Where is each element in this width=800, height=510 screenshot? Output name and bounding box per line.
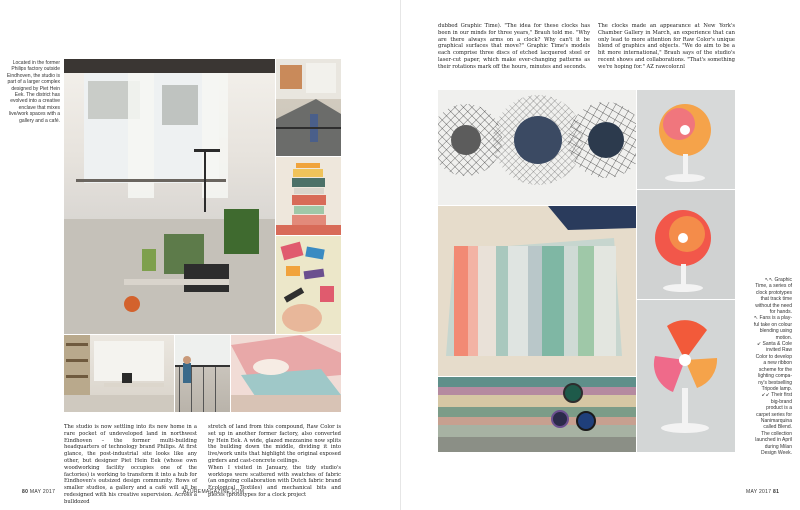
- left-caption: Located in the former Philips factory outside Eindhoven, the studio is part of a larger complex designed by Piet Hein Eek. The district has evolved into a creative enclave that mixes live/work spaces with a gallery and a café.: [6, 60, 60, 124]
- blend-carpet-photo: [438, 377, 636, 452]
- left-folio-site: AZUREMAGAZINE.COM: [183, 489, 245, 495]
- right-folio: [746, 489, 779, 495]
- right-body-column-2: The clocks made an appearance at New York's Chamber Gallery in March, an experience that can only lead to more attention for Raw Color's unique blend of graphics and objects. "We do aim to be a bit more international," Brauh says of the studio's recent shows and collaborations. "That's something we're hoping for." AZ rawcolor.nl: [598, 23, 735, 70]
- right-page-number: 81: [773, 489, 780, 495]
- fan-prototype-photo-3: [637, 300, 735, 452]
- spread-gutter: [400, 0, 401, 510]
- fan-prototype-photo-1: [637, 90, 735, 189]
- right-body-column-1: dubbed Graphic Time). "The idea for these clocks has been in our minds for three years," Brauh told me. "Why are there always arms on a clock? Why can't it be graphical surfaces that move?" Graphic Time's models each comprise three discs of etched lacquered steel or laser-cut paper, which make ever-changing patterns as their rotations mark off the hours, minutes and seconds.: [438, 23, 590, 70]
- staircase-photo: [276, 59, 341, 156]
- office-shelves-photo: [64, 335, 174, 412]
- fabric-samples-photo: [231, 335, 341, 412]
- left-body-column-1: The studio is now settling into its new home in a rare pocket of undeveloped land in northwest Eindhoven – the former multi-building headquarters of technology brand Philips. At first glance, the post-industrial site looks like any other, but designer Piet Hein Eek (whose own woodworking facility occupies one of the factories) is working to transform it into a hub for Eindhoven's outsized design community. Rows of smaller studios, a gallery and a café will all be redesigned with his creative supervision. Across a bulldozed: [64, 424, 197, 505]
- stacked-object-photo: [276, 157, 341, 235]
- right-folio-date: MAY 2017: [746, 489, 772, 495]
- studio-interior-photo: [64, 59, 275, 334]
- left-page-number: 80: [22, 489, 29, 495]
- tripode-lamp-photo: [438, 206, 636, 376]
- left-folio: [22, 489, 55, 495]
- fan-prototype-photo-2: [637, 190, 735, 299]
- mezzanine-photo: [175, 335, 230, 412]
- left-folio-date: MAY 2017: [29, 489, 56, 495]
- colour-swatches-photo: [276, 236, 341, 334]
- left-body-column-2: stretch of land from this compound, Raw Color is set up in another former factory, also converted by Hein Eek. A wide, glazed mezzanine now splits the building down the middle, dividing it into live/work units that highlight the original exposed girders and cast-concrete ceilings. When I visited in January, the tidy studio's worktops were scattered with swatches of fabric (an ongoing collaboration with Dutch fabric brand Ecological Textiles) and mechanical bits and pieces (prototypes for a clock project: [208, 424, 341, 498]
- graphic-time-clocks-photo: [438, 90, 636, 205]
- right-caption: ↖↖ Graphic Time, a series of clock prototypes that track time without the need for hands. ↖ Fans is a play- ful take on colour blending using motion. ↙ Santa & Cole invited Raw Color to develop a new ribbon scheme for the lighting compa- ny's bestselling Tripode lamp. ↙↙ Their first big-brand product is a carpet series for Nanimarquina called Blend. The collection launched in April during Milan Design Week.: [753, 277, 792, 456]
